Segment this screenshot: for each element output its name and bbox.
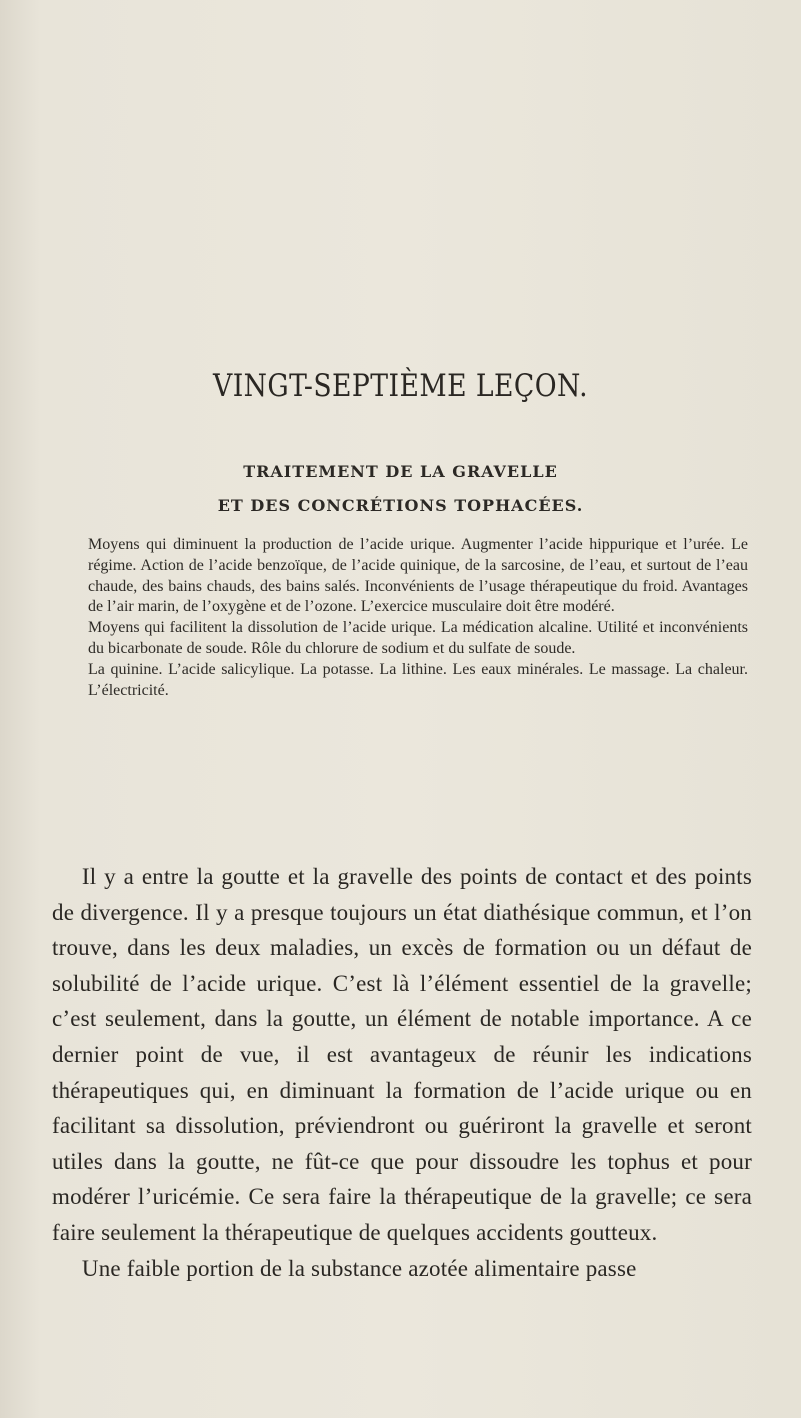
chapter-title: VINGT-SEPTIÈME LEÇON. (213, 368, 588, 404)
chapter-summary (88, 535, 748, 701)
body-paragraph: Il y a entre la goutte et la gravelle des points de contact et des points de divergence. Il y a presque toujours un état diathésique commun, et l’on trouve, dans les deux maladies, un excès de formation ou un défaut de solubilité de l’acide urique. C’est là l’élément essentiel de la gravelle; c’est seulement, dans la goutte, un élément de notable importance. A ce dernier point de vue, il est avantageux de réunir les indications thérapeutiques qui, en diminuant la formation de l’acide urique ou en facilitant sa dissolution, préviendront ou guériront la gravelle et seront utiles dans la goutte, ne fût-ce que pour dissoudre les tophus et pour modérer l’uricémie. Ce sera faire la thérapeutique de la gravelle; ce sera faire seulement la thérapeutique de quelques accidents goutteux. (52, 864, 752, 1245)
summary-paragraph: La quinine. L’acide salicylique. La potasse. La lithine. Les eaux minérales. Le massage. La chaleur. L’électricité. (88, 660, 748, 699)
chapter-subtitle-line2: ET DES CONCRÉTIONS TOPHACÉES. (217, 496, 584, 515)
summary-paragraph: Moyens qui diminuent la production de l’acide urique. Augmenter l’acide hippurique et l’urée. Le régime. Action de l’acide benzoïque, de l’acide quinique, de la sarcosine, de l’eau, et surtout de l’eau chaude, des bains chauds, des bains salés. Inconvénients de l’usage thérapeutique du froid. Avantages de l’air marin, de l’oxygène et de l’ozone. L’exercice musculaire doit être modéré. (88, 536, 748, 616)
summary-paragraph: Moyens qui facilitent la dissolution de l’acide urique. La médication alcaline. Utilité et inconvénients du bicarbonate de soude. Rôle du chlorure de sodium et du sulfate de soude. (88, 619, 748, 657)
chapter-subtitle-line1: TRAITEMENT DE LA GRAVELLE (243, 462, 558, 481)
body-paragraph: Une faible portion de la substance azotée alimentaire passe (81, 1255, 637, 1281)
body-text (52, 859, 752, 1286)
